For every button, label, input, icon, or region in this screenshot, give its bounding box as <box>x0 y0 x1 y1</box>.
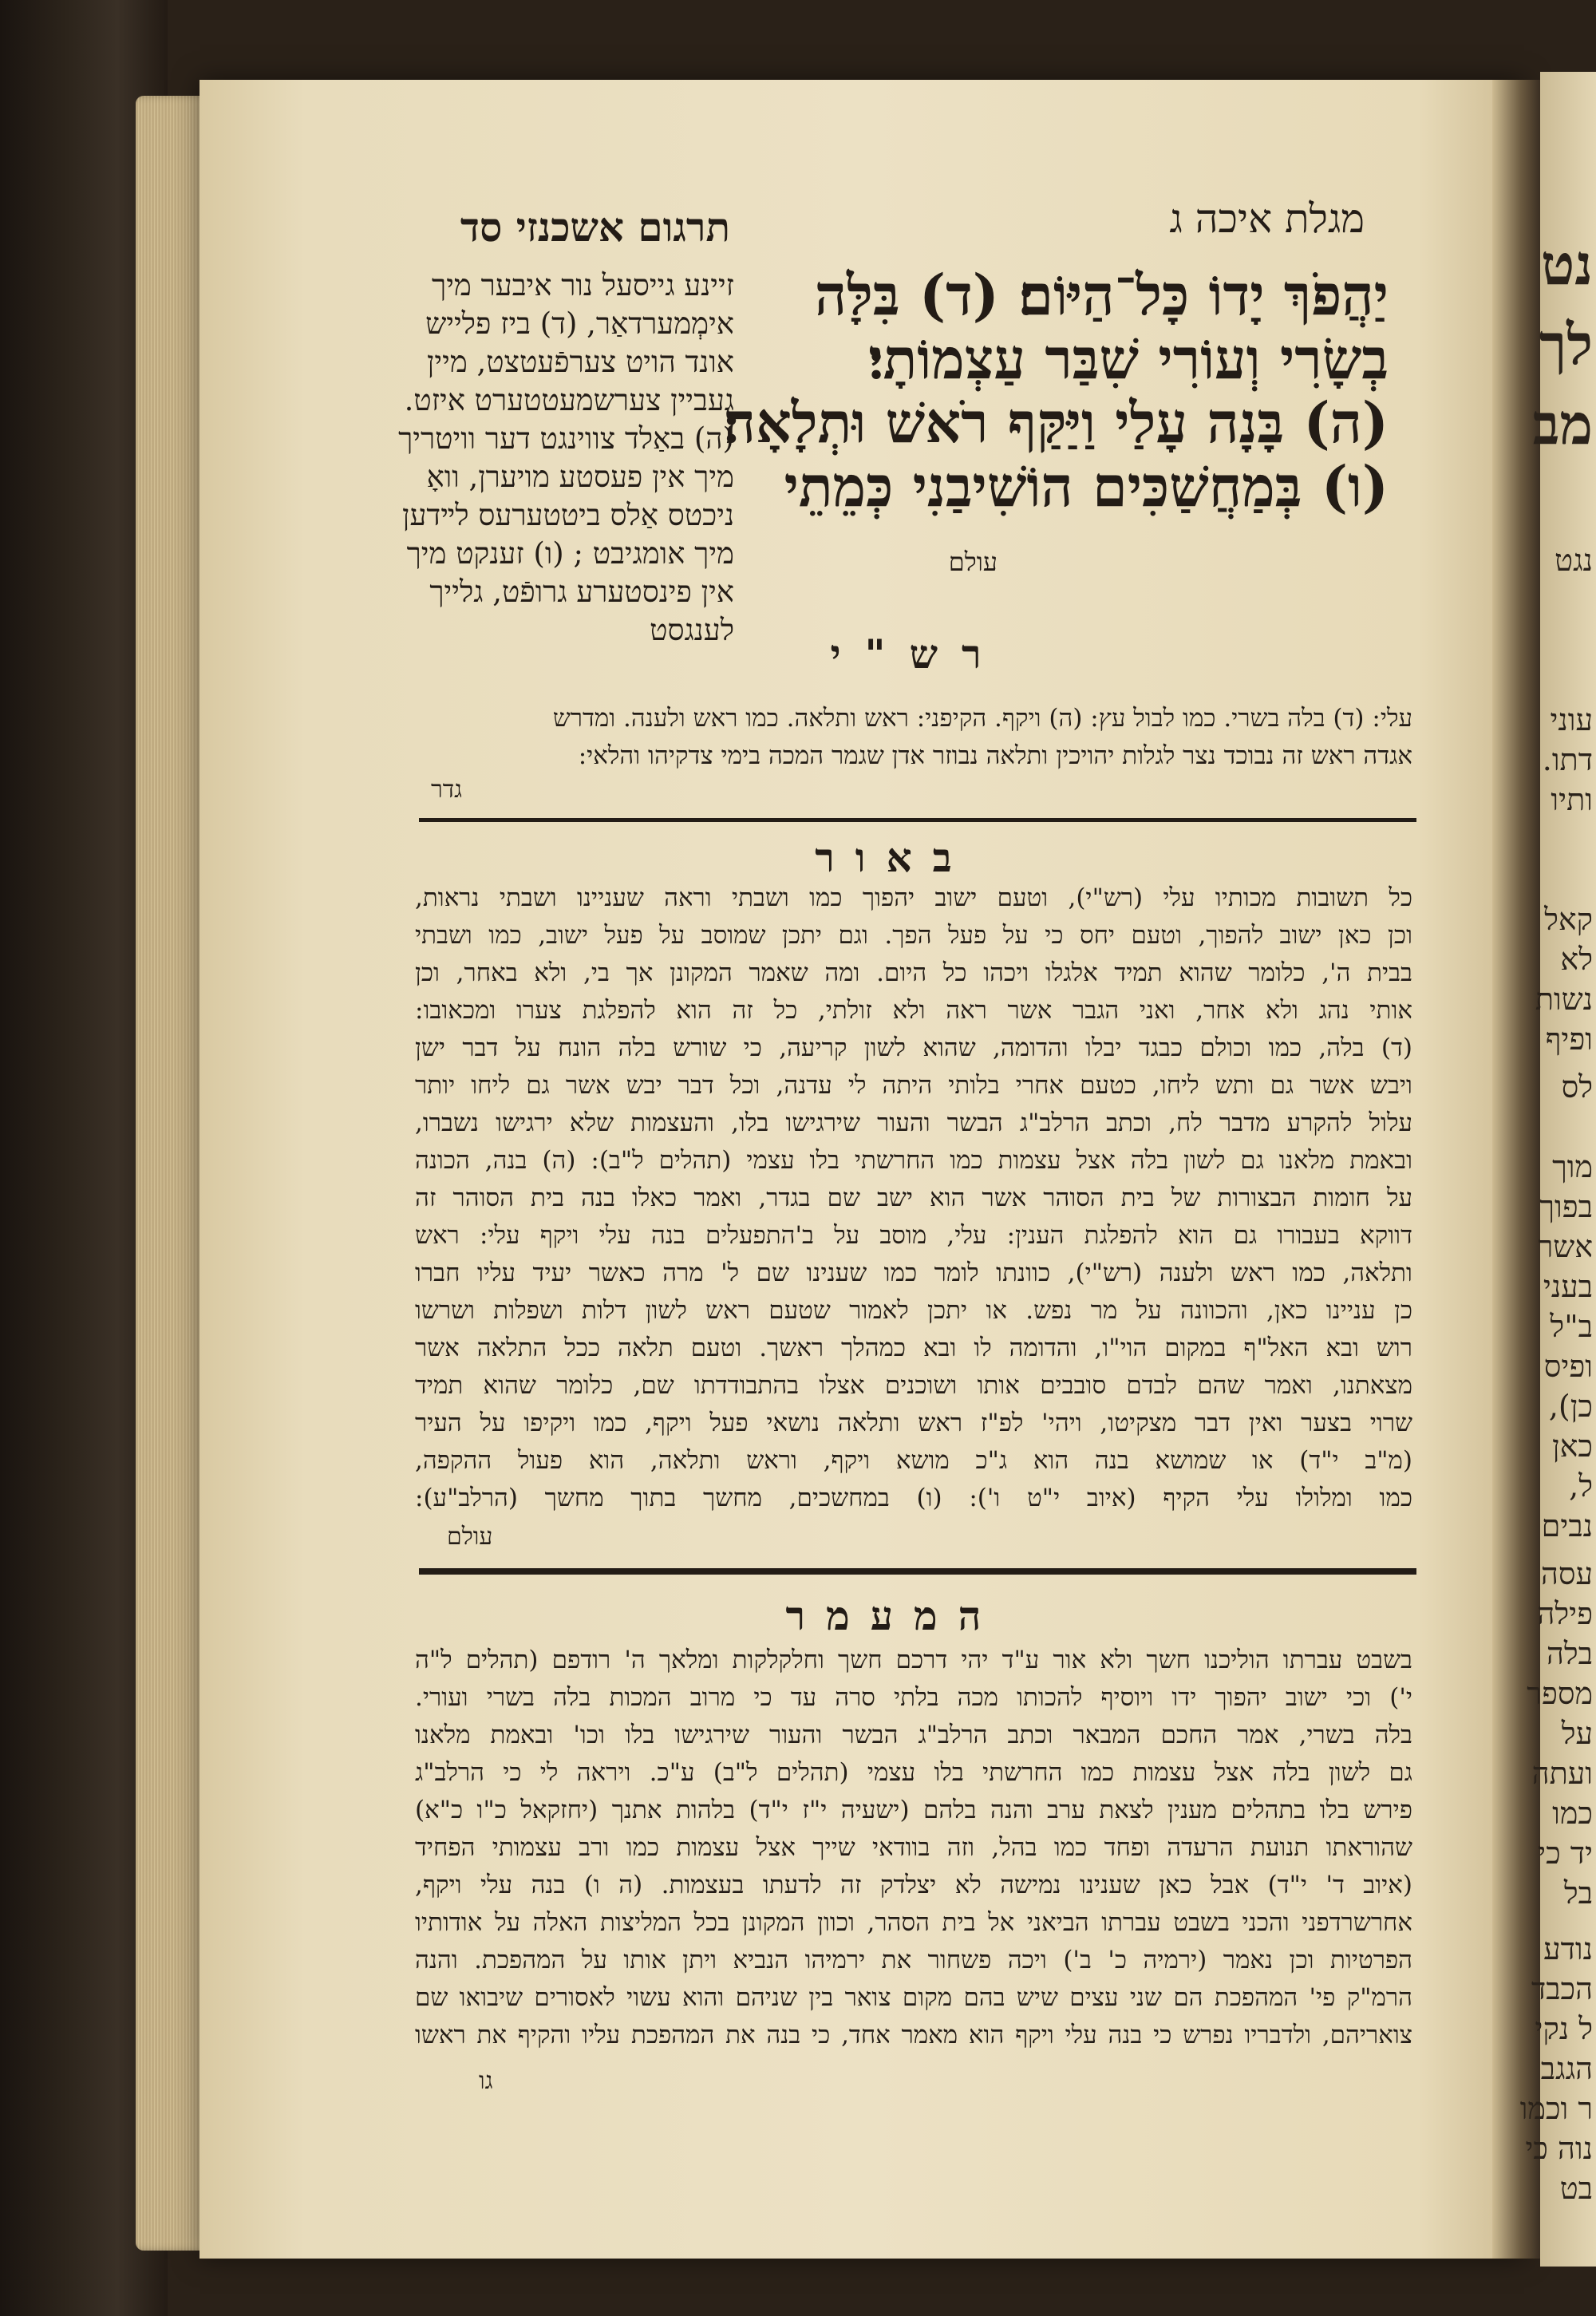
next-page-text: נט <box>1540 231 1593 298</box>
next-page-text: ועתה <box>1531 1756 1593 1791</box>
biur-line: שרוי בצער ואין דבר מצקיטו, ויהי' לפ"ז ראש ותלאה נושאי פעל ויקף, כמו ויקיפו על העיר <box>415 1409 1412 1437</box>
next-page-text: בט <box>1559 2171 1593 2206</box>
biur-line: מצאתנו, ואמר שהם לבדם סובבים אותו ושוכנים אצלו בהתבודדתו שם, כלומר שהוא תמיד <box>415 1371 1412 1400</box>
hamaamar-line: י') וכי ישוב יהפוך ידו ויוסיף להכותו מכה בלתי סרה עד כי מרוב המכות בלה בשרי ועורי. <box>415 1683 1412 1712</box>
running-header-left: תרגום אשכנזי סד <box>460 204 730 251</box>
verse-line: בְשָׂרִי וְעוֹרִי שִׁבַּר עַצְמוֹתָי׃ <box>868 326 1389 392</box>
hamaamar-line: שהוראתו תנועת הרעדה ופחד כמו בהל, וזה בוודאי שייך אצל עצמות כמו ורב עצמותי הפחיד <box>415 1833 1412 1862</box>
hamaamar-line: אחרשרדפני והכני בשבט עברתו הביאני אל בית הסהר, וכוון המקונן בכל המליצות האלה על אודותיו <box>415 1908 1412 1937</box>
biur-line: (ד) בלה, כמו וכולם כבגד יבלו והדומה, שהוא לשון קריעה, כי שורש בלה הונח על דבר ישן <box>415 1034 1412 1062</box>
next-page-text: נבים <box>1541 1508 1593 1543</box>
hamaamar-title: המעמר <box>785 1592 1002 1639</box>
biur-line: אותי נהג ולא אחר, ואני הגבר אשר ראה ולא זולתי, כל זה הוא להפלגת צערו ומכאובו: <box>415 996 1412 1025</box>
verse-line: (ו) בְּמַחֲשַׁכִּים הוֹשִׁיבַנִי כְּמֵתֵי <box>784 453 1389 520</box>
biur-line: כן עניינו כאן, והכוונה על מר נפש. או יתכן לאמור שטעם ראש לשון דלות ושפלות ושרשו <box>415 1296 1412 1325</box>
verse-line: (ה) בָּנָה עָלַי וַיַּקַּף רֹאשׁ וּתְלָאָה׃ <box>723 389 1389 456</box>
next-page-text: קאל <box>1544 902 1593 937</box>
next-page-text: נגט <box>1555 543 1593 578</box>
biur-line: כל תשובות מכותיו עלי (רש"י), וטעם ישוב יהפוך כמו ושבתי וראה שעניינו ושבתי נראות, <box>415 883 1412 912</box>
targum-line: לענגסט <box>650 613 734 647</box>
next-page-text: מספר <box>1527 1676 1593 1711</box>
hamaamar-line: בלה בשרי, אמר החכם המבאר וכתב הרלב"ג הבשר והעור שירגישו בלו וכו' ובאמת מלאנו <box>415 1721 1412 1749</box>
biur-line: בבית ה', כלומר שהוא תמיד אלגלו ויכהו כל היום. ומה שאמר המקונן אך בי, ולא באחר, וכן <box>415 958 1412 987</box>
section-divider <box>419 818 1416 822</box>
biur-line: רוש ובא האל"ף במקום הוי"ו, והדומה לו ובא כמהלך ראשך. וטעם תלאה ככל התלאה אשר <box>415 1334 1412 1362</box>
targum-line: אין פינסטערע גרופֿט, גלייך <box>429 575 734 609</box>
hamaamar-line: הרמ"ק פי' המהפכת הם שני עצים שיש בהם מקום צואר בין שניהם והוא עשוי לאסורים שיבואו שם <box>415 1983 1412 2012</box>
next-page-text: עסה <box>1541 1556 1593 1591</box>
next-page-text: כמו <box>1552 1796 1593 1831</box>
targum-line: ניכטס אַלס ביטטערעס לײדען <box>402 498 734 532</box>
targum-line: געביין צערשמעטטערט איזט. <box>404 383 734 417</box>
next-page-text: עוני <box>1550 702 1593 737</box>
next-page-text: מוך <box>1552 1149 1593 1184</box>
biur-line: ויבש אשר גם ותש ליחו, כטעם אחרי בלותי היתה לי עדנה, וכל דבר יבש אשר גם ליחו יותר <box>415 1071 1412 1100</box>
next-page-text: הכבד <box>1531 1971 1593 2006</box>
next-page-text: לס <box>1561 1069 1593 1105</box>
next-page-text: ל, <box>1569 1468 1593 1504</box>
targum-line: (ה) באַלד צווינגט דער וויטריך <box>398 421 734 456</box>
next-page-text: בפוך <box>1539 1189 1593 1224</box>
next-page-text: בעני <box>1543 1269 1593 1304</box>
next-page-text: נוה כי <box>1525 2131 1593 2166</box>
running-header-right: מגלת איכה ג <box>1169 196 1365 242</box>
hamaamar-line: גם לשון בלה אצל עצמות כמו החרשתי בלו עצמי (תהלים ל"ב) ע"כ. ויראה לי כי הרלב"ג <box>415 1758 1412 1787</box>
next-page-text: בלה <box>1547 1636 1593 1671</box>
hamaamar-catchword: גו <box>479 2067 493 2095</box>
rashi-line: עלי: (ד) בלה בשרי. כמו לבול עץ: (ה) ויקף. הקיפני: ראש ותלאה. כמו ראש ולענה. ומדרש <box>552 704 1412 733</box>
verse-catchword: עולם <box>948 547 998 577</box>
biur-line: ובאמת מלאנו גם לשון בלה אצל עצמות כמו החרשתי בלו עצמי (תהלים ל"ב): (ה) בנה, הכונה <box>415 1146 1412 1175</box>
biur-line: על חומות הבצורות של בית הסוהר אשר הוא ישב שם בגדר, ואמר כאלו בנה בית הסוהר זה <box>415 1184 1412 1212</box>
next-page-text: ב"ל <box>1550 1309 1593 1344</box>
targum-line: אונד הויט צערפֿעטצט, מיין <box>426 345 734 379</box>
next-page-text: דתו. <box>1542 742 1593 777</box>
hamaamar-line: (איוב ד' י"ד) אבל כאן שענינו נמישה לא יצלדק זה לדעתו בעצמות. (ה ו) בנה עלי ויקף, <box>415 1871 1412 1899</box>
biur-line: ותלאה, כמו ראש ולענה (רש"י), כוונתו לומר כמו שענינו שם ל' מרה כאשר יעיד עליו חברו <box>415 1259 1412 1287</box>
next-page-text: ופיס <box>1543 1349 1593 1384</box>
next-page-text: ותיו <box>1551 782 1593 817</box>
next-page-text: בל <box>1563 1875 1593 1911</box>
next-page-text: אשר <box>1538 1229 1593 1264</box>
next-page-edge <box>1519 72 1596 2267</box>
hamaamar-line: בשבט עברתו הוליכנו חשך ולא אור ע"ד יהי דרכם חשך וחלקלקות ומלאך ה' רודפם (תהלים ל"ה <box>415 1646 1412 1674</box>
next-page-text: הגגב <box>1540 2051 1593 2086</box>
next-page-text: נשות <box>1535 982 1593 1017</box>
next-page-text: על <box>1561 1716 1593 1751</box>
targum-line: מיך אומגיבט ; (ו) זענקט מיך <box>406 536 734 571</box>
next-page-text: ופיף <box>1545 1022 1593 1057</box>
next-page-text: כן), <box>1548 1389 1593 1424</box>
hamaamar-line: פירש בלו בתהלים מענין לצאת ערב והנה בלהם (ישעיה י"ז י"ד) בלהות אתנך (יחזקאל כ"ו כ"א) <box>415 1796 1412 1824</box>
biur-title: באור <box>815 834 973 881</box>
next-page-text: מב <box>1532 391 1593 457</box>
biur-line: (מ"ב י"ד) או שמושא בנה הוא ג"כ מושא ויקף, וראש ותלאה, הוא פעול ההקפה, <box>415 1446 1412 1475</box>
next-page-text: לך <box>1539 311 1593 377</box>
section-divider <box>419 1568 1416 1575</box>
targum-line: מיך אין פעסטע מויערן, וואָ <box>426 460 734 494</box>
targum-line: זיינע גייסעל נור איבער מיך <box>432 268 734 302</box>
rashi-catchword: גדר <box>431 776 463 804</box>
rashi-line: אגדה ראש זה נבוכד נצר לגלות יהויכין ותלאה נבוזר אדן שגמר המכה בימי צדקיהו והלאי: <box>578 741 1412 770</box>
biur-catchword: עולם <box>447 1523 493 1551</box>
next-page-text: לא <box>1560 942 1593 977</box>
biur-line: כמו ומלולו עלי הקיף (איוב י"ט ו'): (ו) במחשכים, מחשך בתוך מחשך (הרלב"ע): <box>415 1484 1412 1512</box>
next-page-text: יד כי <box>1538 1836 1593 1871</box>
hamaamar-line: צואריהם, ולדבריו נפרש כי בנה עלי ויקף הוא מאמר אחד, כי בנה את המהפכת עליו והקיף את ראשו <box>415 2021 1412 2049</box>
verse-line: יַהֲפֹךְ יָדוֹ כָּל־הַיּוֹם׃ (ד) בִּלָּה <box>814 262 1389 328</box>
rashi-title: רש"י <box>830 630 1005 678</box>
targum-line: אימְמערדאַר, (ד) ביז פלייש <box>425 306 734 341</box>
biur-line: דווקא בעבורו גם הוא להפלגת הענין: עלי, מוסב על ב'התפעלים בנה עלי ויקף עלי: ראש <box>415 1221 1412 1250</box>
next-page-text: כאן <box>1551 1429 1593 1464</box>
next-page-text: נודע <box>1543 1931 1593 1966</box>
next-page-text: פילה <box>1537 1596 1593 1631</box>
biur-line: וכן כאן ישוב להפוך, וטעם יחס כי על פעל הפך. וגם יתכן שמוסב על פעל ישוב, כמו ושבתי <box>415 921 1412 950</box>
biur-line: עלול להקרע מדבר לח, וכתב הרלב"ג הבשר והעור שירגישו בלו, והעצמות שלא ירגישו נשברו, <box>415 1109 1413 1137</box>
hamaamar-line: הפרטיות וכן נאמר (ירמיה כ' ב') ויכה פשחור את ירמיהו הנביא ויתן אותו על המהפכת. והנה <box>415 1946 1412 1974</box>
next-page-text: ר וכמו <box>1519 2091 1593 2126</box>
next-page-text: ל נקי <box>1535 2011 1593 2046</box>
